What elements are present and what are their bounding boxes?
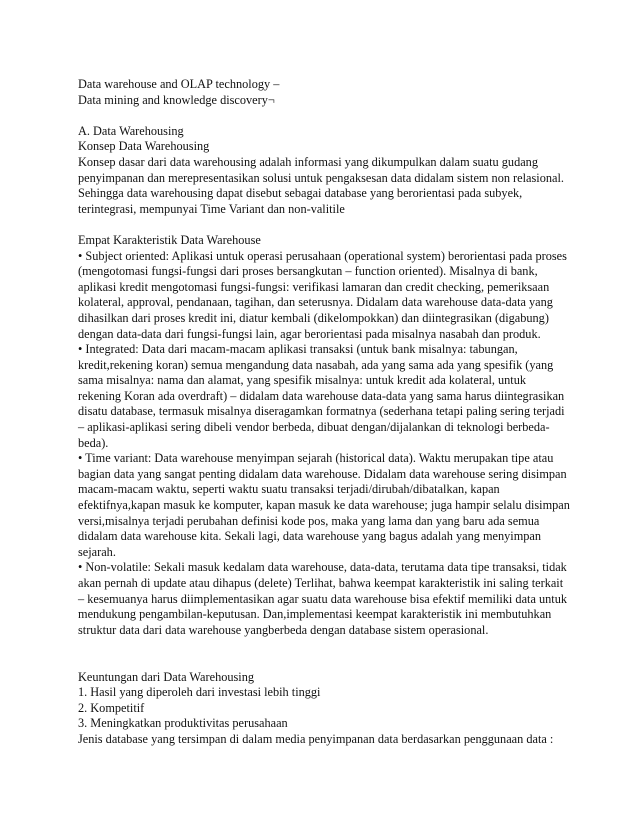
header-line-2: Data mining and knowledge discovery¬ [78,92,275,107]
header-line-1: Data warehouse and OLAP technology – [78,77,280,91]
closing-paragraph: Jenis database yang tersimpan di dalam media penyimpanan data berdasarkan penggunaan data : [78,731,554,746]
advantage-item: 3. Meningkatkan produktivitas perusahaan [78,716,288,731]
characteristic-item: • Non-volatile: Sekali masuk kedalam data warehouse, data-data, terutama data tipe transaksi, tidak akan pernah di update atau dihapus (delete) Terlihat, bahwa keempat karakteristik ini saling terkait – kesemuanya harus diimplementasikan agar suatu data warehouse bisa efektif memiliki data untuk mendukung pengambilan-keputusan. Dan,implementasi keempat karakteristik ini membutuhkan struktur data dari data warehouse yangberbeda dengan database sistem operasional. [78,560,567,637]
characteristic-item: • Time variant: Data warehouse menyimpan sejarah (historical data). Waktu merupakan tipe atau bagian data yang sangat penting didalam data warehouse. Didalam data warehouse sering disimpan macam-macam waktu, seperti waktu suatu transaksi terjadi/dirubah/dibatalkan, kapan efektifnya,kapan masuk ke komputer, kapan masuk ke data warehouse; juga hampir selalu disimpan versi,misalnya terjadi perubahan definisi kode pos, maka yang lama dan yang baru ada semua didalam data warehouse kita. Sekali lagi, data warehouse yang bagus adalah yang menyimpan sejarah. [78,451,570,559]
advantage-item: 2. Kompetitif [78,700,145,715]
section-heading: A. Data Warehousing [78,123,184,138]
spacer [78,638,570,669]
characteristics-heading: Empat Karakteristik Data Warehouse [78,232,261,247]
document-body [78,77,570,748]
concept-paragraph: Konsep dasar dari data warehousing adalah informasi yang dikumpulkan dalam suatu gudang penyimpanan dan merepresentasikan solusi untuk pengaksesan data didalam sistem non relasional. Sehingga data warehousing dapat disebut sebagai database yang berorientasi pada subyek, terintegrasi, mempunyai Time Variant dan non-valitile [78,154,564,216]
spacer [78,217,570,233]
section-subheading: Konsep Data Warehousing [78,139,210,154]
advantages-heading: Keuntungan dari Data Warehousing [78,669,255,684]
characteristic-item: • Subject oriented: Aplikasi untuk operasi perusahaan (operational system) berorientasi pada proses (mengotomasi fungsi-fungsi dari proses bersangkutan – function oriented). Misalnya di bank, aplikasi kredit mengotomasi fungsi-fungsi: verifikasi lamaran dan credit checking, pemeriksaan kolateral, approval, pendanaan, tagihan, dan seterusnya. Didalam data warehouse data-data yang dihasilkan dari proses kredit ini, diatur kembali (dikelompokkan) dan diintegrasikan (digabung) dengan data-data dari fungsi-fungsi lain, agar berorientasi pada misalnya nasabah dan produk. [78,248,567,341]
characteristic-item: • Integrated: Data dari macam-macam aplikasi transaksi (untuk bank misalnya: tabungan, kredit,rekening koran) semua mengandung data nasabah, ada yang sama ada yang spesifik (yang sama misalnya: nama dan alamat, yang spesifik misalnya: untuk kredit ada kolateral, untuk rekening Koran ada overdraft) – didalam data warehouse data-data yang sama harus diintegrasikan disatu database, termasuk misalnya diseragamkan formatnya (sederhana tetapi paling sering terjadi – aplikasi-aplikasi sering dibeli vendor berbeda, dibuat dengan/dijalankan di teknologi berbeda-beda). [78,342,565,450]
spacer [78,108,570,124]
advantage-item: 1. Hasil yang diperoleh dari investasi lebih tinggi [78,685,321,700]
